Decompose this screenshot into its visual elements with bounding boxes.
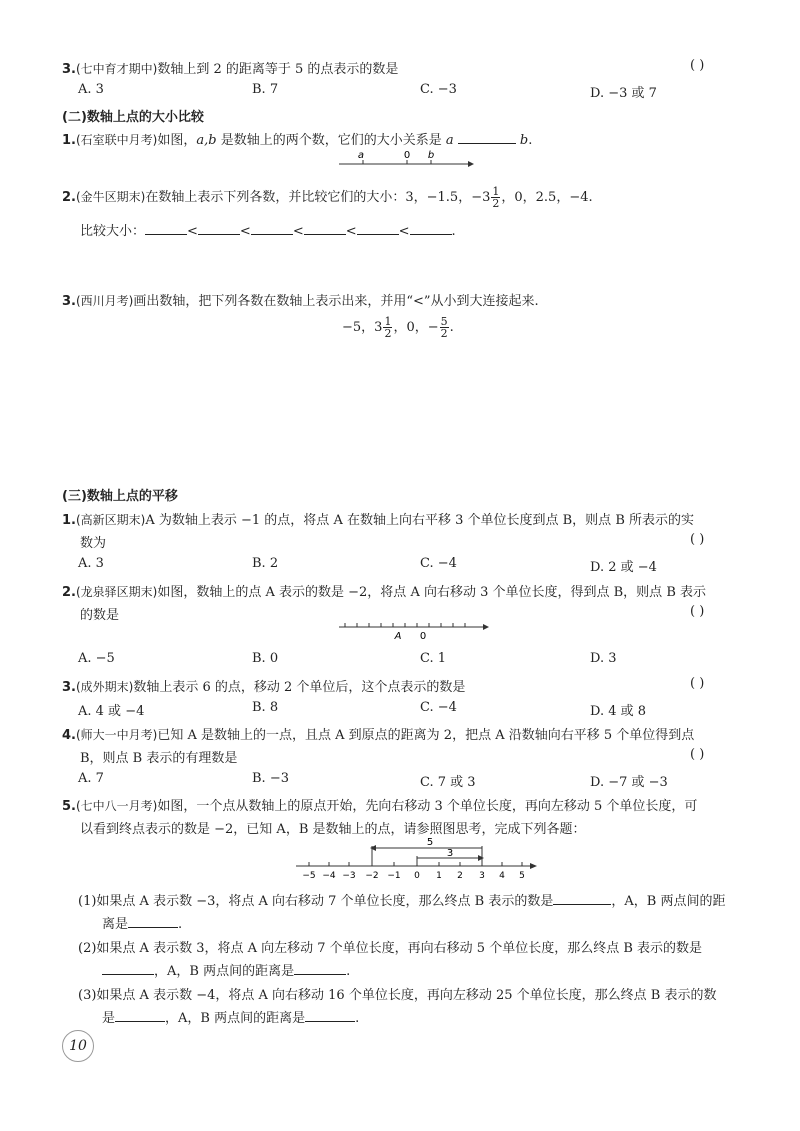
axis-label-b: b bbox=[427, 150, 435, 161]
period: . bbox=[346, 964, 351, 979]
answer-paren[interactable]: ( ) bbox=[690, 747, 705, 762]
option-b[interactable]: B. 0 bbox=[252, 651, 279, 666]
question-source: (金牛区期末) bbox=[75, 190, 146, 204]
var-b: b bbox=[519, 133, 529, 148]
period: . bbox=[355, 1011, 360, 1026]
sub-question-3 bbox=[78, 984, 716, 1003]
period: . bbox=[178, 917, 183, 932]
var-a: a bbox=[445, 133, 454, 148]
less-than: < bbox=[239, 224, 251, 239]
question-text: 数轴上到 2 的距离等于 5 的点表示的数是 bbox=[157, 62, 399, 77]
question-line-2: 的数是 bbox=[80, 608, 120, 623]
period: . bbox=[528, 133, 533, 148]
sub2-text: (2)如果点 A 表示数 3，将点 A 向左移动 7 个单位长度，再向右移动 5 个单位长度，那么终点 B 表示的数是 bbox=[78, 941, 703, 956]
option-a[interactable]: A. 7 bbox=[78, 771, 104, 786]
tick-label: −2 bbox=[365, 871, 379, 881]
option-b[interactable]: B. 2 bbox=[252, 556, 279, 571]
question-vars: a,b bbox=[196, 133, 217, 148]
compare-blank-4[interactable] bbox=[304, 222, 346, 235]
option-a[interactable]: A. 4 或 −4 bbox=[78, 704, 145, 719]
question-source: (成外期末) bbox=[75, 680, 134, 694]
question-text-cont: 是数轴上的两个数，它们的大小关系是 bbox=[216, 133, 446, 148]
less-than: < bbox=[292, 224, 304, 239]
sub-question-1-line-2 bbox=[102, 913, 182, 932]
tick-label: −5 bbox=[302, 871, 316, 881]
answer-paren[interactable]: ( ) bbox=[690, 532, 705, 547]
question-source: (西川月考) bbox=[75, 294, 134, 308]
sub3-text-cont: 是 bbox=[102, 1011, 116, 1026]
tick-label: −4 bbox=[322, 871, 336, 881]
option-c[interactable]: C. 1 bbox=[420, 651, 447, 666]
answer-blank[interactable] bbox=[102, 962, 154, 975]
question-line-2: 数为 bbox=[80, 536, 107, 551]
option-a[interactable]: A. 3 bbox=[78, 82, 104, 97]
compare-blank-2[interactable] bbox=[198, 222, 240, 235]
sub3-text-end: ，A，B 两点间的距离是 bbox=[165, 1011, 306, 1026]
less-than: < bbox=[398, 224, 410, 239]
number-list bbox=[342, 316, 454, 339]
question-source: (高新区期末) bbox=[75, 513, 146, 527]
arrow-label-3: 3 bbox=[446, 848, 454, 859]
question-source: (石室联中月考) bbox=[75, 133, 158, 147]
sub2-text-cont: ，A，B 两点间的距离是 bbox=[154, 964, 295, 979]
sec3-question-1 bbox=[62, 509, 694, 528]
option-a[interactable]: A. −5 bbox=[78, 651, 115, 666]
axis-label-A: A bbox=[394, 631, 402, 642]
arrow-label-5: 5 bbox=[426, 837, 434, 848]
question-3-top bbox=[62, 58, 398, 77]
sec3-question-3 bbox=[62, 676, 465, 695]
number-line-q2 bbox=[335, 618, 490, 642]
question-line-1: A 为数轴上表示 −1 的点，将点 A 在数轴上向右平移 3 个单位长度到点 B，则点 B 所表示的实 bbox=[145, 513, 695, 528]
fraction-one-half: $\frac{1}{2}$ bbox=[492, 185, 500, 210]
question-source: (七中育才期中) bbox=[75, 62, 158, 76]
tick-label: 4 bbox=[499, 871, 505, 881]
option-c[interactable]: C. −4 bbox=[420, 556, 457, 571]
option-b[interactable]: B. 8 bbox=[252, 700, 279, 715]
question-line-1: 已知 A 是数轴上的一点，且点 A 到原点的距离为 2，把点 A 沿数轴向右平移 5 个单位得到点 bbox=[157, 728, 695, 743]
question-number: 2. bbox=[62, 190, 76, 205]
compare-label: 比较大小： bbox=[80, 224, 146, 239]
sec3-question-4 bbox=[62, 724, 694, 743]
compare-blank-3[interactable] bbox=[251, 222, 293, 235]
question-line-1: 如图，数轴上的点 A 表示的数是 −2，将点 A 向右移动 3 个单位长度，得到点 B，则点 B 表示 bbox=[157, 585, 707, 600]
option-c[interactable]: C. −3 bbox=[420, 82, 457, 97]
compare-row bbox=[80, 220, 456, 239]
question-source: (师大一中月考) bbox=[75, 728, 158, 742]
sub-question-3-line-2 bbox=[102, 1007, 359, 1026]
tick-label: 5 bbox=[519, 871, 525, 881]
answer-paren[interactable]: ( ) bbox=[690, 676, 705, 691]
axis-label-0: 0 bbox=[403, 150, 411, 161]
question-number: 5. bbox=[62, 799, 76, 814]
question-text: 画出数轴，把下列各数在数轴上表示出来，并用“<”从小到大连接起来. bbox=[133, 294, 539, 309]
question-text: 在数轴上表示下列各数，并比较它们的大小：3，−1.5，−3 bbox=[145, 190, 491, 205]
option-b[interactable]: B. 7 bbox=[252, 82, 279, 97]
question-source: (龙泉驿区期末) bbox=[75, 585, 158, 599]
question-number: 2. bbox=[62, 585, 76, 600]
sec2-question-2 bbox=[62, 186, 593, 209]
option-c[interactable]: C. 7 或 3 bbox=[420, 775, 476, 790]
question-number: 4. bbox=[62, 728, 76, 743]
tick-label: 0 bbox=[414, 871, 420, 881]
section-title-3: (三)数轴上点的平移 bbox=[62, 489, 178, 504]
question-line-1: 如图，一个点从数轴上的原点开始，先向右移动 3 个单位长度，再向左移动 5 个单位长度，可 bbox=[157, 799, 698, 814]
tick-label: 1 bbox=[436, 871, 442, 881]
option-d[interactable]: D. 4 或 8 bbox=[590, 704, 647, 719]
number-line-q5 bbox=[290, 836, 540, 882]
compare-blank-6[interactable] bbox=[410, 222, 452, 235]
number-line-q1 bbox=[335, 148, 475, 172]
tick-label: −1 bbox=[387, 871, 401, 881]
sec3-question-2 bbox=[62, 581, 706, 600]
sub-question-2-line-2 bbox=[102, 960, 350, 979]
option-d[interactable]: D. −3 或 7 bbox=[590, 86, 657, 101]
option-a[interactable]: A. 3 bbox=[78, 556, 104, 571]
sub-question-2 bbox=[78, 937, 702, 956]
axis-label-0: 0 bbox=[419, 631, 427, 642]
option-d[interactable]: D. 3 bbox=[590, 651, 617, 666]
sub1-text: (1)如果点 A 表示数 −3，将点 A 向右移动 7 个单位长度，那么终点 B 表示的数是 bbox=[78, 894, 554, 909]
sub1-text-end: 离是 bbox=[102, 917, 129, 932]
answer-blank[interactable] bbox=[458, 131, 516, 144]
fraction-one-half: $\frac{1}{2}$ bbox=[384, 315, 392, 340]
sub3-text: (3)如果点 A 表示数 −4，将点 A 向右移动 16 个单位长度，再向左移动 25 个单位长度，那么终点 B 表示的数 bbox=[78, 988, 717, 1003]
sec3-question-5 bbox=[62, 795, 697, 814]
sec2-question-1 bbox=[62, 129, 532, 148]
option-c[interactable]: C. −4 bbox=[420, 700, 457, 715]
answer-blank[interactable] bbox=[553, 892, 611, 905]
answer-paren[interactable]: ( ) bbox=[690, 604, 705, 619]
question-number: 3. bbox=[62, 294, 76, 309]
compare-blank-1[interactable] bbox=[145, 222, 187, 235]
tick-label: 3 bbox=[479, 871, 485, 881]
section-title-2: (二)数轴上点的大小比较 bbox=[62, 110, 204, 125]
sec2-question-3 bbox=[62, 290, 539, 309]
tick-label: −3 bbox=[342, 871, 356, 881]
question-line-2: B，则点 B 表示的有理数是 bbox=[80, 751, 238, 766]
answer-paren[interactable]: ( ) bbox=[690, 58, 705, 73]
question-text-end: ，0，2.5，−4. bbox=[501, 190, 593, 205]
question-text: 如图， bbox=[157, 133, 197, 148]
answer-blank[interactable] bbox=[294, 962, 346, 975]
sub1-text-cont: ，A，B 两点间的距 bbox=[611, 894, 726, 909]
axis-label-a: a bbox=[357, 150, 365, 161]
question-text: 数轴上表示 6 的点，移动 2 个单位后，这个点表示的数是 bbox=[133, 680, 466, 695]
tick-label: 2 bbox=[457, 871, 463, 881]
option-b[interactable]: B. −3 bbox=[252, 771, 289, 786]
less-than: < bbox=[345, 224, 357, 239]
answer-blank[interactable] bbox=[305, 1009, 355, 1022]
question-number: 3. bbox=[62, 680, 76, 695]
option-d[interactable]: D. −7 或 −3 bbox=[590, 775, 668, 790]
compare-blank-5[interactable] bbox=[357, 222, 399, 235]
answer-blank[interactable] bbox=[128, 915, 178, 928]
question-source: (七中八一月考) bbox=[75, 799, 158, 813]
answer-blank[interactable] bbox=[115, 1009, 165, 1022]
numbers-part-b: ，0，− bbox=[393, 320, 439, 335]
numbers-part-a: −5，3 bbox=[342, 320, 383, 335]
less-than: < bbox=[187, 224, 198, 239]
question-number: 1. bbox=[62, 513, 76, 528]
page-number: 10 bbox=[62, 1030, 94, 1062]
period: . bbox=[451, 224, 456, 239]
option-d[interactable]: D. 2 或 −4 bbox=[590, 560, 657, 575]
fraction-five-halves: $\frac{5}{2}$ bbox=[440, 315, 448, 340]
sub-question-1 bbox=[78, 890, 725, 909]
period: . bbox=[449, 320, 454, 335]
question-number: 1. bbox=[62, 133, 76, 148]
question-line-2: 以看到终点表示的数是 −2，已知 A，B 是数轴上的点，请参照图思考，完成下列各题： bbox=[80, 822, 586, 837]
question-number: 3. bbox=[62, 62, 76, 77]
